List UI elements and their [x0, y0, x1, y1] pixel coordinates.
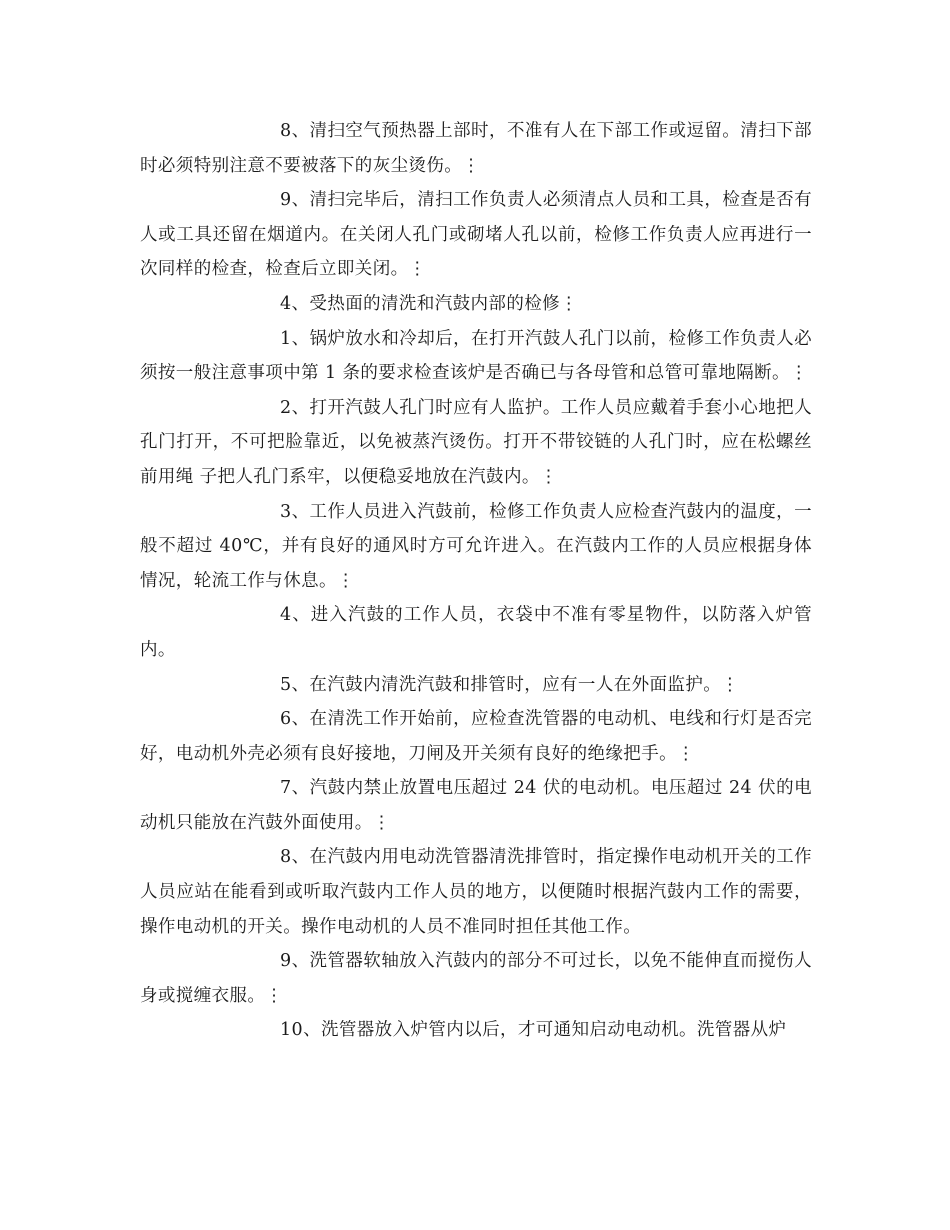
paragraph: 3、工作人员进入汽鼓前，检修工作负责人应检查汽鼓内的温度，一般不超过 40℃，并有良好的通风时方可允许进入。在汽鼓内工作的人员应根据身体情况，轮流工作与休息。⋮ — [140, 501, 812, 591]
paragraph: 1、锅炉放水和冷却后，在打开汽鼓人孔门以前，检修工作负责人必须按一般注意事项中第 1 条的要求检查该炉是否确已与各母管和总管可靠地隔断。⋮ — [140, 328, 812, 384]
paragraph: 8、在汽鼓内用电动洗管器清洗排管时，指定操作电动机开关的工作人员应站在能看到或听取汽鼓内工作人员的地方，以便随时根据汽鼓内工作的需要，操作电动机的开关。操作电动机的人员不准同时担任其他工作。 — [140, 847, 812, 937]
paragraph: 8、清扫空气预热器上部时，不准有人在下部工作或逗留。清扫下部时必须特别注意不要被落下的灰尘烫伤。⋮ — [140, 121, 812, 176]
paragraph: 5、在汽鼓内清洗汽鼓和排管时，应有一人在外面监护。⋮ — [280, 674, 740, 695]
paragraph: 6、在清洗工作开始前，应检查洗管器的电动机、电线和行灯是否完好，电动机外壳必须有良好接地，刀闸及开关须有良好的绝缘把手。⋮ — [140, 709, 812, 764]
paragraph: 4、进入汽鼓的工作人员，衣袋中不准有零星物件，以防落入炉管内。 — [140, 605, 812, 660]
document-body — [140, 114, 812, 1048]
section-heading: 4、受热面的清洗和汽鼓内部的检修⋮ — [280, 293, 578, 314]
paragraph: 2、打开汽鼓人孔门时应有人监护。工作人员应戴着手套小心地把人孔门打开，不可把脸靠近，以免被蒸汽烫伤。打开不带铰链的人孔门时，应在松螺丝前用绳 子把人孔门系牢，以便稳妥地放在汽鼓内。⋮ — [140, 397, 812, 487]
paragraph: 7、汽鼓内禁止放置电压超过 24 伏的电动机。电压超过 24 伏的电动机只能放在汽鼓外面使用。⋮ — [140, 778, 812, 833]
paragraph: 10、洗管器放入炉管内以后，才可通知启动电动机。洗管器从炉 — [280, 1020, 787, 1041]
paragraph: 9、洗管器软轴放入汽鼓内的部分不可过长，以免不能伸直而搅伤人身或搅缠衣服。⋮ — [140, 951, 812, 1006]
paragraph: 9、清扫完毕后，清扫工作负责人必须清点人员和工具，检查是否有人或工具还留在烟道内。在关闭人孔门或砌堵人孔以前，检修工作负责人应再进行一次同样的检查，检查后立即关闭。⋮ — [140, 190, 812, 280]
